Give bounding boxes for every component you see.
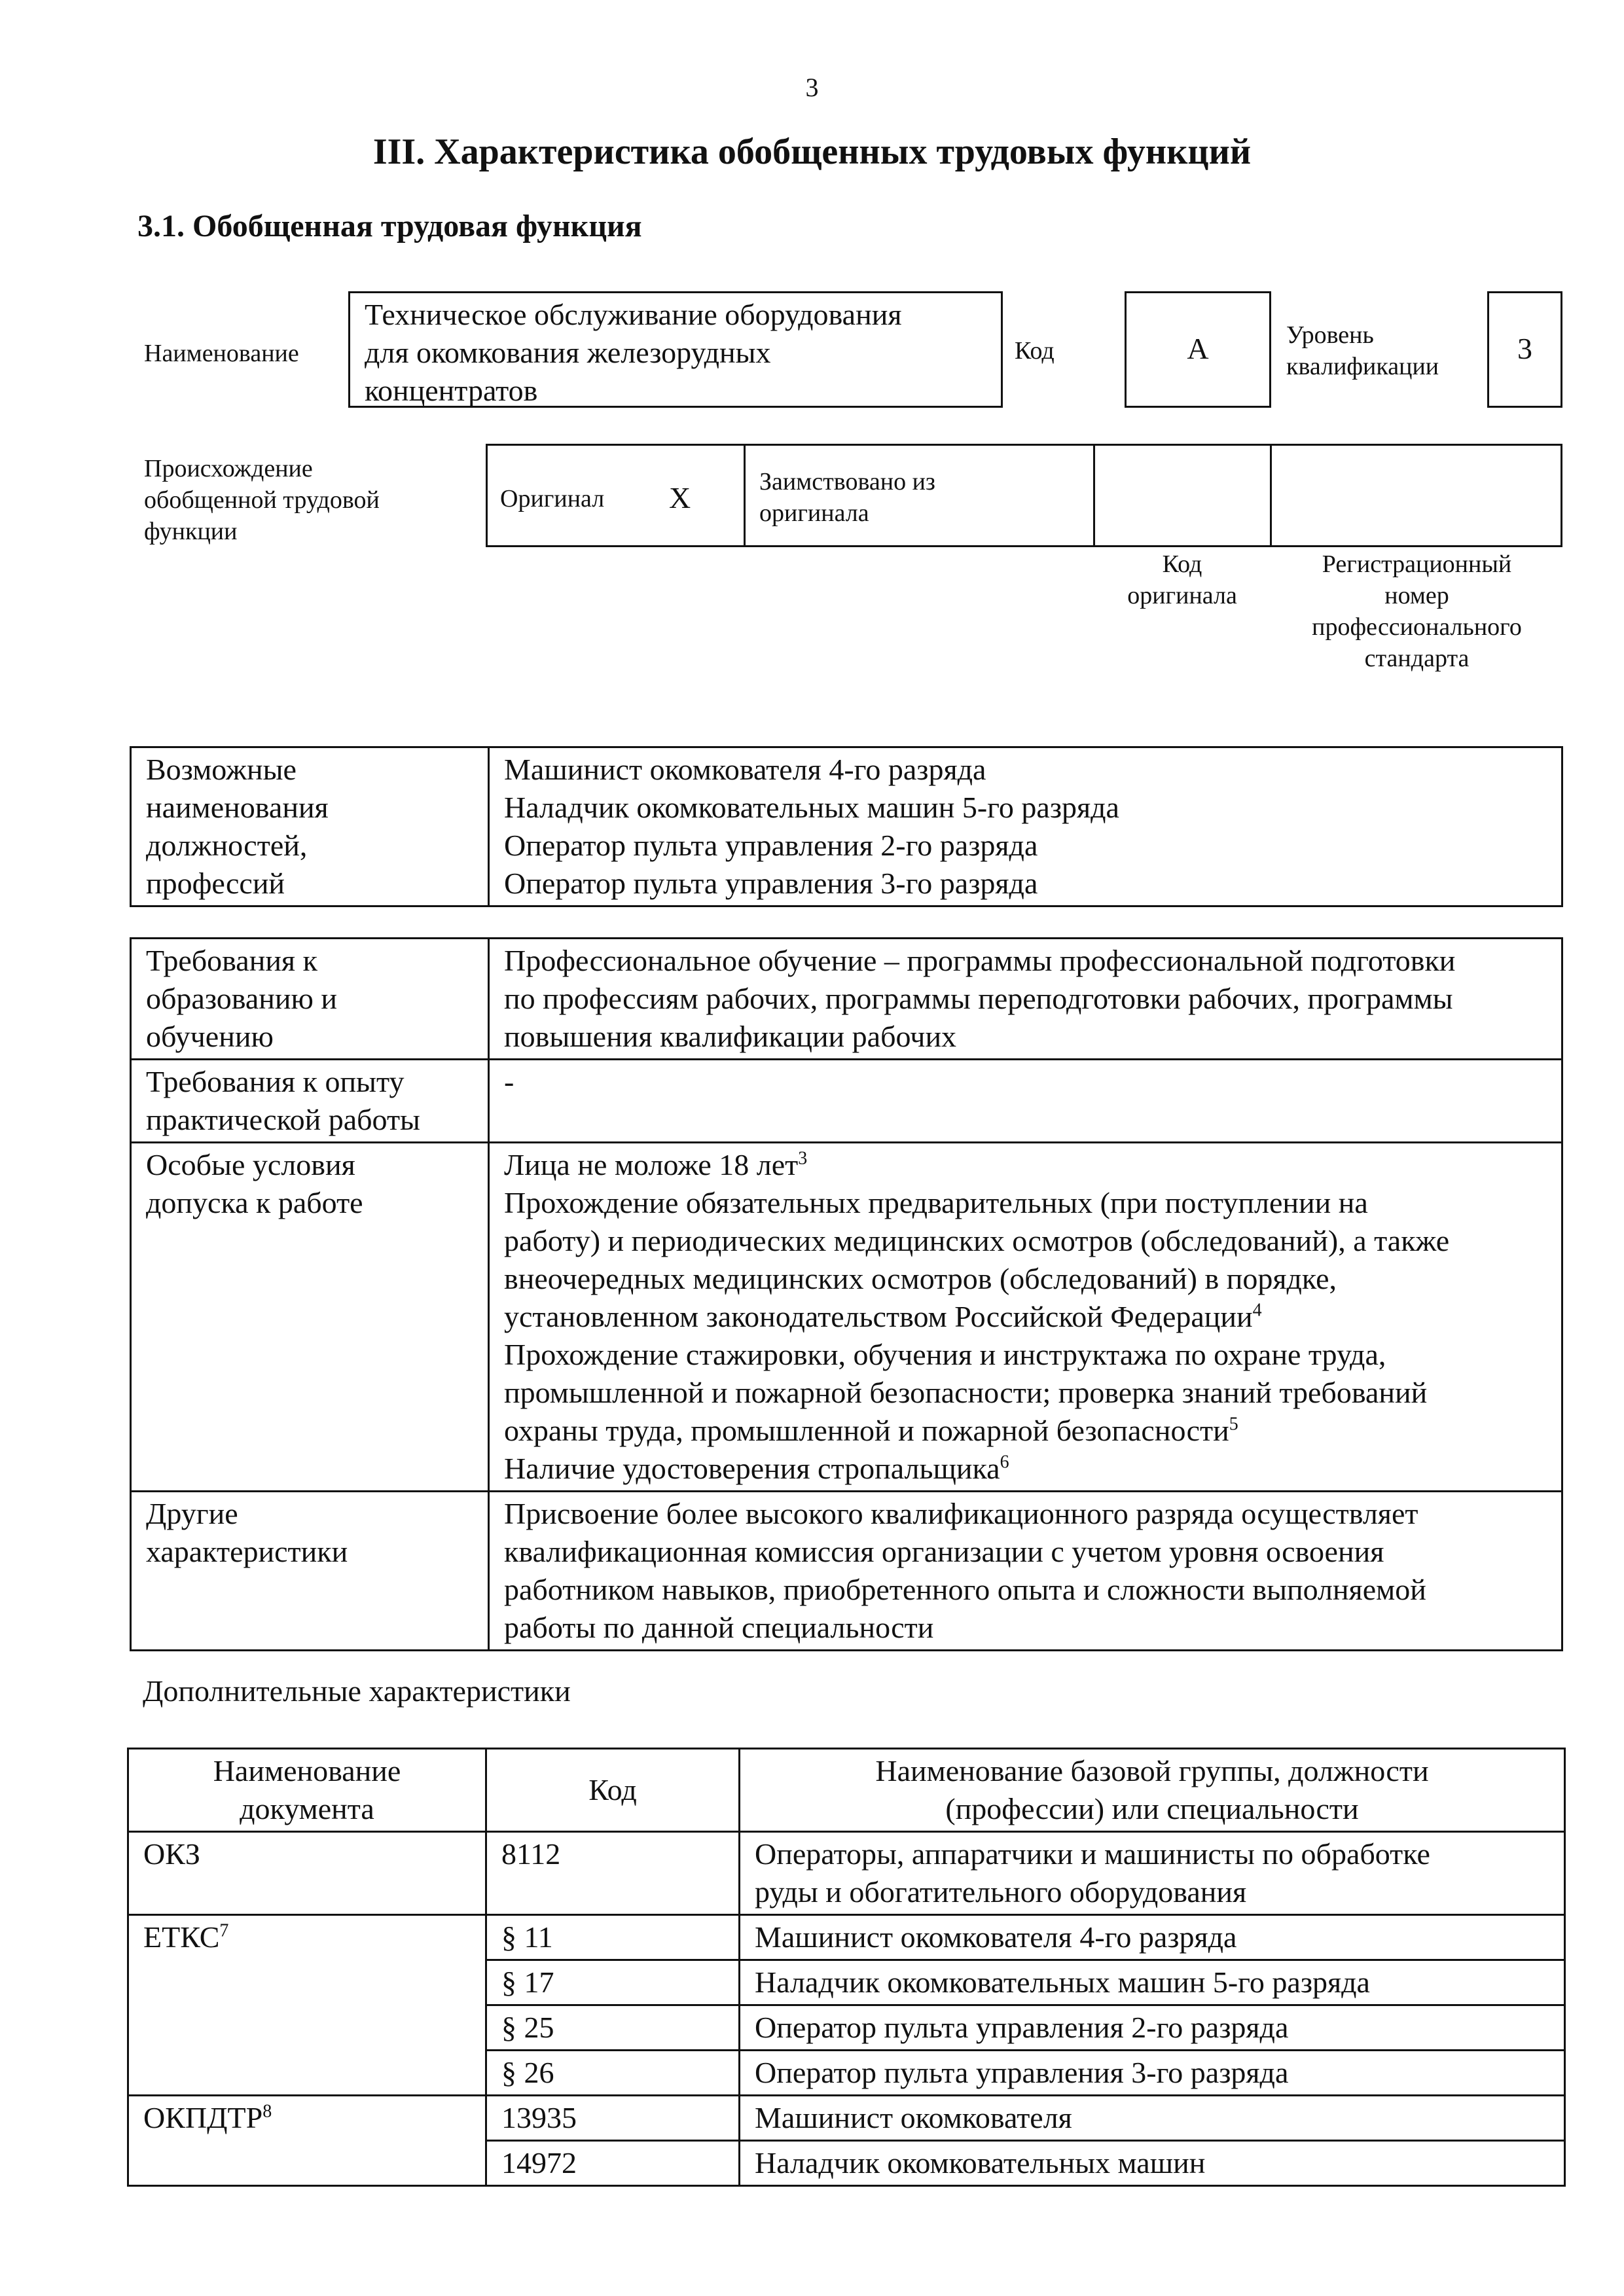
origin-table [486,444,1562,547]
header-doc: документа [240,1792,374,1825]
other-label: Другие [146,1497,238,1530]
level-box [1487,291,1562,408]
function-name-line: концентратов [365,374,538,407]
positions-table [130,746,1563,907]
level-label: Уровень [1286,321,1374,349]
function-name-line: Техническое обслуживание оборудования [365,298,902,331]
education-line: Профессиональное обучение – программы профессиональной подготовки [504,944,1456,977]
special-line: Прохождение стажировки, обучения и инструктажа по охране труда, [504,1338,1386,1371]
etks-code: § 11 [501,1920,553,1954]
caption-code: оригинала [1127,582,1237,609]
etks-code: § 17 [501,1965,554,1999]
special-line: Лица не моложе 18 лет$^3$ [504,1148,808,1181]
borrowed-label: оригинала [759,499,869,527]
positions-label: должностей, [146,829,308,862]
caption-reg: стандарта [1364,645,1470,672]
education-label: образованию и [146,982,337,1015]
subsection-title: 3.1. Обобщенная трудовая функция [137,209,642,243]
page-number: 3 [805,73,819,102]
additional-title: Дополнительные характеристики [143,1674,571,1708]
borrowed-label: Заимствовано из [759,468,935,495]
caption-reg: Регистрационный [1322,550,1512,578]
etks-name: Машинист окомкователя 4-го разряда [755,1920,1237,1954]
etks-code: § 26 [501,2056,554,2089]
okz-name: Операторы, аппаратчики и машинисты по обработке [755,1837,1430,1871]
caption-code: Код [1162,550,1202,578]
position-item: Машинист окомкователя 4-го разряда [504,753,986,786]
okz-code: 8112 [501,1837,561,1871]
education-line: по профессиям рабочих, программы переподготовки рабочих, программы [504,982,1453,1015]
section-title: III. Характеристика обобщенных трудовых функций [372,132,1252,172]
special-label: допуска к работе [146,1186,363,1219]
level-label: квалификации [1286,353,1439,380]
header-group: Наименование базовой группы, должности [875,1754,1429,1787]
other-line: квалификационная комиссия организации с учетом уровня освоения [504,1535,1384,1568]
okpdtr-code: 14972 [501,2146,577,2179]
header-doc: Наименование [213,1754,401,1787]
header-code: Код [588,1773,637,1806]
special-line: охраны труда, промышленной и пожарной безопасности$^5$ [504,1414,1238,1447]
education-line: повышения квалификации рабочих [504,1020,957,1053]
etks-name: Оператор пульта управления 3-го разряда [755,2056,1289,2089]
original-label: Оригинал [500,485,605,512]
position-item: Оператор пульта управления 2-го разряда [504,829,1038,862]
origin-label: обобщенной трудовой [144,486,380,514]
okz-name: руды и обогатительного оборудования [755,1875,1247,1909]
special-line: работу) и периодических медицинских осмотров (обследований), а также [504,1224,1450,1257]
caption-reg: номер [1384,582,1449,609]
requirements-table [130,937,1563,1651]
origin-label: функции [144,518,238,545]
other-line: работником навыков, приобретенного опыта и сложности выполняемой [504,1573,1426,1606]
okpdtr-name: Наладчик окомковательных машин [755,2146,1206,2179]
caption-reg: профессионального [1312,613,1522,641]
experience-label: Требования к опыту [146,1065,405,1098]
other-line: Присвоение более высокого квалификационного разряда осуществляет [504,1497,1418,1530]
level-value: 3 [1517,332,1532,365]
okz-doc: ОКЗ [143,1837,200,1871]
okpdtr-footnote: 8 [262,2101,272,2122]
special-line: Наличие удостоверения стропальщика$^6$ [504,1452,1009,1485]
special-line: внеочередных медицинских осмотров (обследований) в порядке, [504,1262,1337,1295]
code-box [1125,291,1271,408]
name-label: Наименование [144,340,299,367]
etks-doc: ЕТКС [143,1920,220,1954]
experience-value: - [504,1065,514,1098]
code-label: Код [1015,337,1055,365]
special-line: Прохождение обязательных предварительных (при поступлении на [504,1186,1368,1219]
other-line: работы по данной специальности [504,1611,934,1644]
positions-label: профессий [146,867,285,900]
education-label: Требования к [146,944,317,977]
position-item: Оператор пульта управления 3-го разряда [504,867,1038,900]
function-name-line: для окомкования железорудных [365,336,771,369]
other-label: характеристики [146,1535,348,1568]
okpdtr-name: Машинист окомкователя [755,2101,1072,2134]
origin-label: Происхождение [144,455,313,482]
positions-label: наименования [146,791,329,824]
special-label: Особые условия [146,1148,355,1181]
etks-code: § 25 [501,2011,554,2044]
header-group: (профессии) или специальности [945,1792,1359,1825]
original-mark: Х [669,481,691,514]
additional-table [127,1748,1566,2187]
education-label: обучению [146,1020,274,1053]
okpdtr-code: 13935 [501,2101,577,2134]
okpdtr-doc: ОКПДТР [143,2101,263,2134]
position-item: Наладчик окомковательных машин 5-го разряда [504,791,1119,824]
special-line: установленном законодательством Российской Федерации$^4$ [504,1300,1262,1333]
etks-footnote: 7 [219,1920,229,1941]
experience-label: практической работы [146,1103,420,1136]
positions-label: Возможные [146,753,297,786]
etks-name: Наладчик окомковательных машин 5-го разряда [755,1965,1370,1999]
code-value: А [1187,332,1209,365]
special-line: промышленной и пожарной безопасности; проверка знаний требований [504,1376,1428,1409]
function-name-box [348,291,1003,408]
etks-name: Оператор пульта управления 2-го разряда [755,2011,1289,2044]
